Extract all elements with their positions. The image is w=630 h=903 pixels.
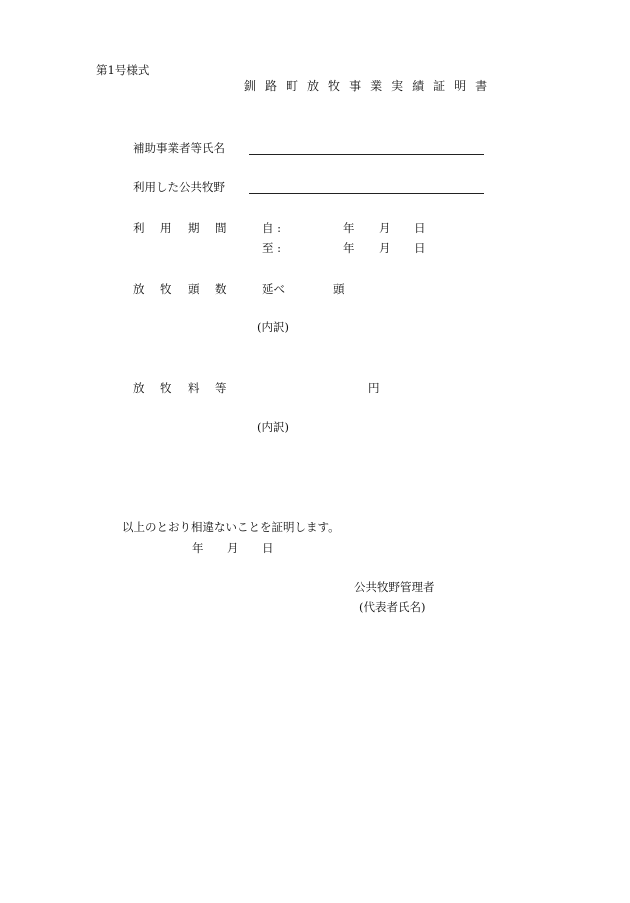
period-to-label: 至 : [262,241,282,255]
fee-label-char: 料 [188,381,200,395]
period-from-label: 自 : [262,221,282,235]
period-to-day: 日 [414,241,426,255]
pasture-name-line [249,193,484,194]
head-count-label-char: 数 [215,282,227,296]
period-from-year: 年 [343,221,355,235]
period-label-char: 期 [188,221,200,235]
head-count-label-char: 牧 [160,282,172,296]
period-to-month: 月 [379,241,391,255]
period-label-char: 利 [133,221,145,235]
document-title: 釧 路 町 放 牧 事 業 実 績 証 明 書 [244,79,490,93]
period-label-char: 間 [215,221,227,235]
head-count-total-label: 延べ [262,282,285,296]
head-count-breakdown: (内訳) [257,320,289,334]
applicant-name-line [249,154,484,155]
period-to-year: 年 [343,241,355,255]
period-label-char: 用 [160,221,172,235]
fee-breakdown: (内訳) [257,420,289,434]
fee-label-char: 放 [133,381,145,395]
head-count-label-char: 放 [133,282,145,296]
head-count-unit: 頭 [333,282,345,296]
applicant-label: 補助事業者等氏名 [133,141,225,155]
representative-label: (代表者氏名) [359,600,426,614]
period-from-month: 月 [379,221,391,235]
head-count-label-char: 頭 [188,282,200,296]
manager-label: 公共牧野管理者 [354,580,435,594]
fee-label-char: 牧 [160,381,172,395]
fee-label-char: 等 [215,381,227,395]
cert-date-month: 月 [227,541,239,555]
certification-text: 以上のとおり相違ないことを証明します。 [122,520,340,534]
cert-date-day: 日 [262,541,274,555]
fee-unit: 円 [368,381,380,395]
form-number: 第1号様式 [96,63,150,77]
period-from-day: 日 [414,221,426,235]
cert-date-year: 年 [192,541,204,555]
pasture-label: 利用した公共牧野 [133,180,225,194]
